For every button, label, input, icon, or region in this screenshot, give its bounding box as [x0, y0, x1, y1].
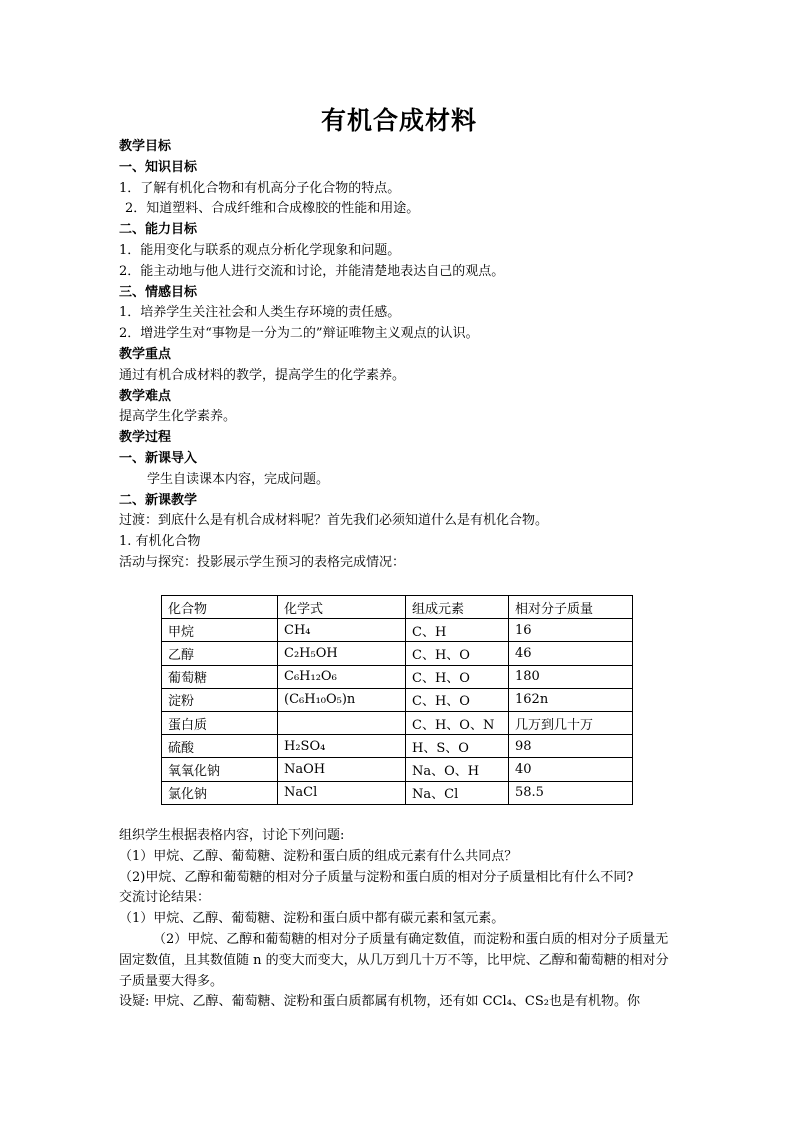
elements: C、H、O: [406, 665, 509, 688]
header-cell: 组成元素: [406, 596, 509, 619]
process-heading: 教学过程: [119, 430, 172, 446]
compound-name: 蛋白质: [162, 711, 278, 734]
ability-item-2: 2．能主动地与他人进行交流和讨论，并能清楚地表达自己的观点。: [119, 263, 505, 279]
table-row: [162, 735, 633, 758]
elements: Na、O、H: [406, 758, 509, 781]
difficulty-heading: 教学难点: [119, 388, 172, 404]
emotion-item-2: 2．增进学生对“事物是一分为二的”辩证唯物主义观点的认识。: [119, 326, 479, 342]
question-1: （1）甲烷、乙醇、葡萄糖、淀粉和蛋白质的组成元素有什么共同点？: [119, 848, 518, 864]
table-row: [162, 781, 633, 804]
chemical-formula: (C₆H₁₀O₅)n: [278, 688, 406, 711]
knowledge-heading: 一、知识目标: [119, 159, 198, 175]
elements: C、H: [406, 619, 509, 642]
ability-item-1: 1．能用变化与联系的观点分析化学现象和问题。: [119, 242, 401, 258]
key-heading: 教学重点: [119, 346, 172, 362]
molecular-mass: 180: [509, 665, 633, 688]
elements: Na、Cl: [406, 781, 509, 804]
organic-compound-subheading: 1. 有机化合物: [119, 534, 201, 550]
molecular-mass: 46: [509, 642, 633, 665]
knowledge-item-1: 1．了解有机化合物和有机高分子化合物的特点。: [119, 180, 401, 196]
elements: C、H、O、N: [406, 711, 509, 734]
compound-name: 甲烷: [162, 619, 278, 642]
molecular-mass: 40: [509, 758, 633, 781]
header-cell: 化合物: [162, 596, 278, 619]
compound-name: 氧氧化钠: [162, 758, 278, 781]
page-title: 有机合成材料: [320, 106, 477, 135]
header-cell: 化学式: [278, 596, 406, 619]
intro-heading: 一、新课导入: [119, 450, 198, 466]
organize-text: 组织学生根据表格内容，讨论下列问题:: [119, 828, 345, 843]
elements: C、H、O: [406, 688, 509, 711]
difficulty-text: 提高学生化学素养。: [119, 409, 237, 425]
chemical-formula: H₂SO₄: [278, 735, 406, 758]
elements: C、H、O: [406, 642, 509, 665]
header-cell: 相对分子质量: [509, 596, 633, 619]
molecular-mass: 16: [509, 619, 633, 642]
table-row: [162, 711, 633, 734]
intro-text: 学生自读课本内容，完成问题。: [147, 471, 330, 487]
lesson-plan-body: [119, 137, 679, 574]
activity-text: 活动与探究：投影展示学生预习的表格完成情况：: [119, 554, 406, 570]
chemical-formula: NaCl: [278, 781, 406, 804]
emotion-item-1: 1．培养学生关注社会和人类生存环境的责任感。: [119, 305, 401, 321]
transition-text: 过渡：到底什么是有机合成材料呢？首先我们必须知道什么是有机化合物。: [119, 513, 549, 529]
table-row: [162, 665, 633, 688]
table-header-row: [162, 596, 633, 619]
answer-2: （2）甲烷、乙醇和葡萄糖的相对分子质量有确定数值，而淀粉和蛋白质的相对分子质量无固定数值，且其数值随 n 的变大而变大，从几万到几十万不等，比甲烷、乙醇和葡萄糖的相对分子质量要大得多。: [119, 931, 669, 989]
table-row: [162, 758, 633, 781]
compound-name: 硫酸: [162, 735, 278, 758]
doubt-text: 设疑: 甲烷、乙醇、葡萄糖、淀粉和蛋白质都属有机物，还有如 CCl₄、CS₂也是有机物。你: [119, 994, 640, 1010]
compound-name: 氯化钠: [162, 781, 278, 804]
molecular-mass: 98: [509, 735, 633, 758]
result-text: 交流讨论结果：: [119, 890, 211, 906]
elements: H、S、O: [406, 735, 509, 758]
discussion-section: [119, 826, 679, 1013]
emotion-heading: 三、情感目标: [119, 284, 198, 300]
answer-1: （1）甲烷、乙醇、葡萄糖、淀粉和蛋白质中都有碳元素和氢元素。: [119, 911, 505, 927]
question-2: （2)甲烷、乙醇和葡萄糖的相对分子质量与淀粉和蛋白质的相对分子质量相比有什么不同?: [119, 869, 634, 885]
table-row: [162, 688, 633, 711]
chemical-formula: [278, 711, 406, 734]
chemical-formula: CH₄: [278, 619, 406, 642]
table-row: [162, 619, 633, 642]
compound-name: 淀粉: [162, 688, 278, 711]
chemical-formula: NaOH: [278, 758, 406, 781]
chemical-formula: C₂H₅OH: [278, 642, 406, 665]
key-text: 通过有机合成材料的教学，提高学生的化学素养。: [119, 367, 406, 383]
chemical-formula: C₆H₁₂O₆: [278, 665, 406, 688]
compound-name: 乙醇: [162, 642, 278, 665]
objectives-heading: 教学目标: [119, 139, 172, 154]
compound-table: [161, 595, 633, 805]
molecular-mass: 几万到几十万: [509, 711, 633, 734]
compound-name: 葡萄糖: [162, 665, 278, 688]
new-lesson-heading: 二、新课教学: [119, 492, 198, 508]
table-row: [162, 642, 633, 665]
ability-heading: 二、能力目标: [119, 222, 198, 238]
molecular-mass: 58.5: [509, 781, 633, 804]
knowledge-item-2: 2．知道塑料、合成纤维和合成橡胶的性能和用途。: [125, 201, 420, 217]
molecular-mass: 162n: [509, 688, 633, 711]
